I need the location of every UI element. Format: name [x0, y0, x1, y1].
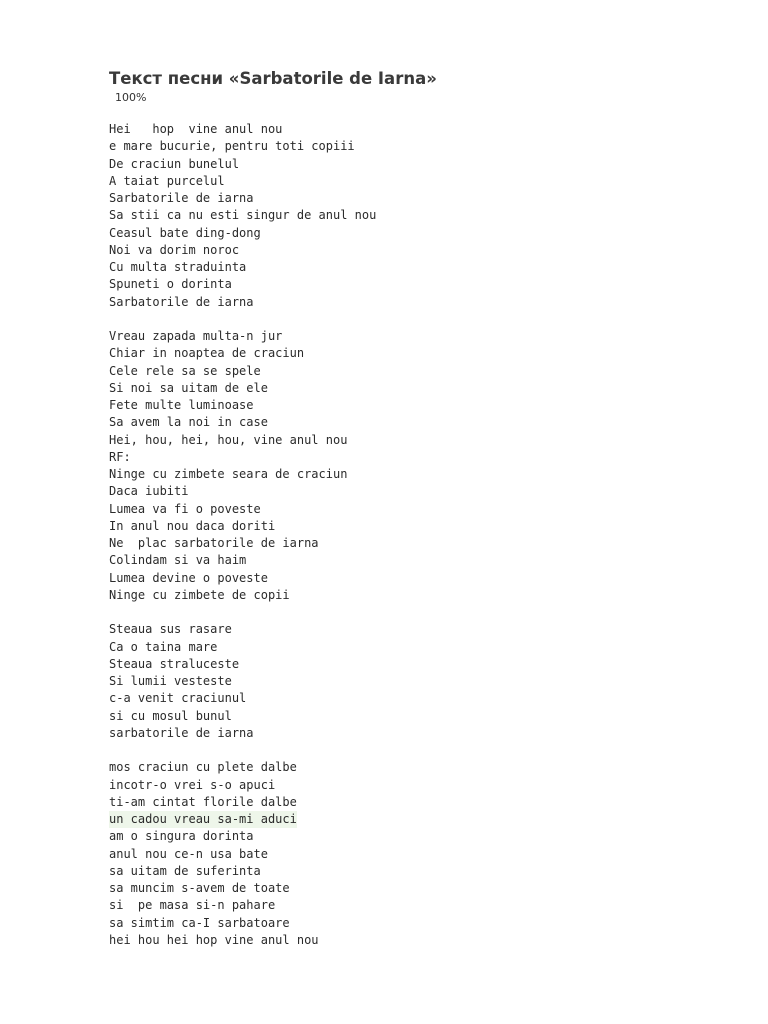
- lyric-line: Hei hop vine anul nou: [109, 122, 283, 136]
- lyric-line: Ne plac sarbatorile de iarna: [109, 536, 319, 550]
- lyric-line: sa simtim ca-I sarbatoare: [109, 915, 290, 930]
- lyric-line: Si lumii vesteste: [109, 674, 232, 688]
- lyric-line-highlighted: [109, 811, 749, 828]
- lyrics-block: [109, 121, 749, 949]
- lyric-line: Ca o taina mare: [109, 639, 218, 654]
- lyric-line: mos craciun cu plete dalbe: [109, 760, 297, 775]
- blank-line: [109, 604, 749, 621]
- lyric-line: Noi va dorim noroc: [109, 242, 240, 257]
- lyric-line: Cele rele sa se spele: [109, 363, 261, 378]
- lyric-line: Hei, hou, hei, hou, vine anul nou: [109, 432, 348, 447]
- lyric-line: Daca iubiti: [109, 484, 189, 499]
- lyric-line: RF:: [109, 449, 131, 464]
- song-title: Текст песни «Sarbatorile de Iarna»: [109, 69, 437, 88]
- lyric-line: sa uitam de suferinta: [109, 863, 261, 878]
- lyric-line: sarbatorile de iarna: [109, 725, 254, 740]
- lyric-line: Cu multa straduinta: [109, 260, 247, 274]
- lyric-line: Steaua sus rasare: [109, 622, 232, 637]
- lyric-line: Sa avem la noi in case: [109, 415, 268, 430]
- lyric-line: Chiar in noaptea de craciun: [109, 346, 305, 361]
- lyric-line: Si noi sa uitam de ele: [109, 380, 268, 395]
- lyric-line: Ninge cu zimbete seara de craciun: [109, 467, 348, 481]
- lyric-line: incotr-o vrei s-o apuci: [109, 777, 276, 792]
- lyric-line: Sa stii ca nu esti singur de anul nou: [109, 208, 377, 223]
- lyric-line: Colindam si va haim: [109, 553, 247, 568]
- lyric-line: e mare bucurie, pentru toti copiii: [109, 139, 355, 154]
- lyric-line: si pe masa si-n pahare: [109, 898, 276, 913]
- lyric-line: Sarbatorile de iarna: [109, 294, 254, 309]
- lyric-line: In anul nou daca doriti: [109, 518, 276, 533]
- lyric-line: Steaua straluceste: [109, 656, 240, 671]
- lyric-line: si cu mosul bunul: [109, 708, 232, 723]
- lyric-line: Ninge cu zimbete de copii: [109, 587, 290, 602]
- lyric-line: De craciun bunelul: [109, 156, 240, 171]
- lyric-line: ti-am cintat florile dalbe: [109, 794, 297, 809]
- lyric-line: A taiat purcelul: [109, 173, 225, 188]
- lyric-line: c-a venit craciunul: [109, 691, 247, 706]
- rating-percent: 100%: [115, 91, 147, 104]
- blank-line: [109, 311, 749, 328]
- document-page: [109, 68, 749, 949]
- lyric-line: Sarbatorile de iarna: [109, 191, 254, 205]
- lyric-line: am o singura dorinta: [109, 829, 254, 844]
- lyric-line: hei hou hei hop vine anul nou: [109, 932, 319, 947]
- lyric-line: Fete multe luminoase: [109, 398, 254, 412]
- lyric-line: sa muncim s-avem de toate: [109, 881, 290, 895]
- lyric-line: anul nou ce-n usa bate: [109, 846, 268, 861]
- lyric-line: Spuneti o dorinta: [109, 277, 232, 292]
- highlighted-text: un cadou vreau sa-mi aduci: [109, 811, 297, 828]
- lyric-line: Vreau zapada multa-n jur: [109, 329, 283, 343]
- blank-line: [109, 742, 749, 759]
- lyric-line: Lumea devine o poveste: [109, 570, 268, 585]
- lyric-line: Lumea va fi o poveste: [109, 501, 261, 516]
- lyric-line: Ceasul bate ding-dong: [109, 225, 261, 240]
